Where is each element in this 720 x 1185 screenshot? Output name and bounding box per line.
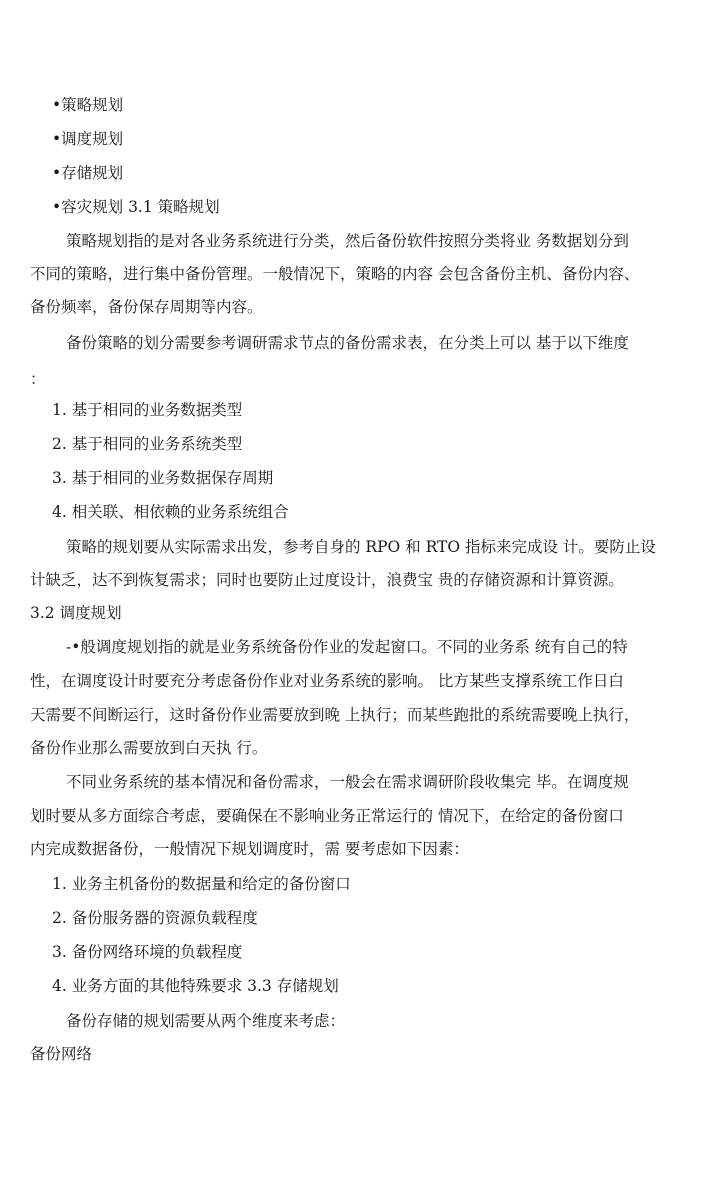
list-item: 2. 备份服务器的资源负载程度 (52, 909, 258, 927)
paragraph-line: 备份存储的规划需要从两个维度来考虑： (66, 1012, 346, 1030)
paragraph-line: 备份策略的划分需要参考调研需求节点的备份需求表，在分类上可以 基于以下维度 (66, 334, 629, 352)
paragraph-line: 不同的策略，进行集中备份管理。一般情况下，策略的内容 会包含备份主机、备份内容、 (30, 265, 640, 283)
list-item: 2. 基于相同的业务系统类型 (52, 435, 243, 453)
paragraph-line: 不同业务系统的基本情况和备份需求，一般会在需求调研阶段收集完 毕。在调度规 (66, 773, 629, 791)
list-item: 1. 业务主机备份的数据量和给定的备份窗口 (52, 875, 351, 893)
list-item: 4. 业务方面的其他特殊要求 3.3 存储规划 (52, 977, 339, 995)
paragraph-line: 备份频率，备份保存周期等内容。 (30, 298, 263, 316)
paragraph-line: 计缺乏，达不到恢复需求；同时也要防止过度设计，浪费宝 贵的存储资源和计算资源。 (30, 571, 624, 589)
bullet-scheduling: •调度规划 (52, 130, 124, 148)
list-item: 3. 备份网络环境的负载程度 (52, 943, 243, 961)
list-item: 1. 基于相同的业务数据类型 (52, 401, 243, 419)
bullet-disaster-recovery: •容灾规划 3.1 策略规划 (52, 198, 220, 216)
paragraph-line: 策略的规划要从实际需求出发，参考自身的 RPO 和 RTO 指标来完成设 计。要防止设 (66, 538, 656, 556)
paragraph-line: 划时要从多方面综合考虑，要确保在不影响业务正常运行的 情况下，在给定的备份窗口 (30, 807, 624, 825)
paragraph-line: 性，在调度设计时要充分考虑备份作业对业务系统的影响。 比方某些支撑系统工作日白 (30, 672, 624, 690)
paragraph-line: 策略规划指的是对各业务系统进行分类，然后备份软件按照分类将业 务数据划分到 (66, 232, 629, 250)
section-heading: 3.2 调度规划 (30, 604, 122, 622)
bullet-strategy: •策略规划 (52, 96, 124, 114)
list-item: 4. 相关联、相依赖的业务系统组合 (52, 503, 289, 521)
paragraph-line: 备份网络 (30, 1045, 93, 1063)
bullet-storage: •存储规划 (52, 164, 124, 182)
list-item: 3. 基于相同的业务数据保存周期 (52, 469, 274, 487)
paragraph-line: 内完成数据备份，一般情况下规划调度时，需 要考虑如下因素： (30, 840, 469, 858)
paragraph-line: 备份作业那么需要放到白天执 行。 (30, 739, 268, 757)
paragraph-line: -•般调度规划指的就是业务系统备份作业的发起窗口。不同的业务系 统有自己的特 (66, 638, 628, 656)
paragraph-line: 天需要不间断运行，这时备份作业需要放到晚 上执行；而某些跑批的系统需要晚上执行， (30, 706, 640, 724)
paragraph-line: ： (30, 370, 46, 388)
